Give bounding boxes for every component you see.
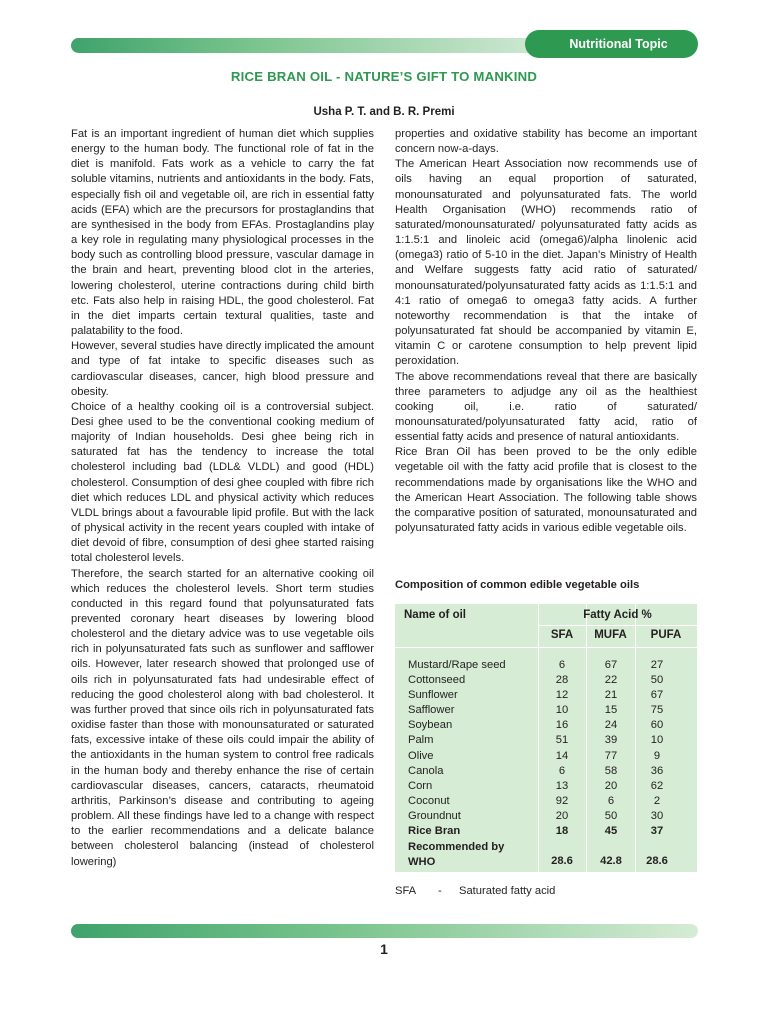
sfa-value: 20 [555, 809, 569, 822]
paragraph: Rice Bran Oil has been proved to be the only edible vegetable oil with the fatty acid profile that is closest to the recommendations made by organisations like the WHO and the American Heart Association. The following table shows the comparative position of saturated, monounsaturated and polyunsaturated fatty acids in various edible vegetable oils. [395, 446, 697, 535]
table-row [395, 780, 697, 795]
section-topic-label: Nutritional Topic [569, 37, 668, 51]
table-row [395, 689, 697, 704]
pufa-value: 67 [650, 689, 664, 702]
mufa-value: 77 [604, 749, 618, 762]
sfa-value: 12 [555, 689, 569, 702]
legend-text: Saturated fatty acid [459, 885, 556, 897]
sfa-value: 10 [555, 704, 569, 717]
paragraph: The above recommendations reveal that there are basically three parameters to adjudge any oil as the healthiest cooking oil, i.e. ratio of saturated/ monounsaturated/polyunsaturated fatty acid, ratio of essential fatty acids and presence of natural antioxidants. [395, 370, 697, 444]
mufa-value: 42.8 [600, 855, 622, 868]
oil-name: Sunflower [408, 689, 458, 702]
table-row [395, 719, 697, 734]
paragraph: However, several studies have directly implicated the amount and type of fat intake to specific diseases such as cardiovascular diseases, cancer, high blood pressure and obesity. [71, 340, 374, 398]
table-row [395, 750, 697, 765]
oil-name: Recommended by WHO [408, 841, 505, 869]
table-divider [538, 625, 697, 626]
mufa-value: 22 [604, 674, 618, 687]
pufa-value: 2 [653, 794, 661, 807]
sfa-value: 16 [555, 719, 569, 732]
pufa-value: 50 [650, 674, 664, 687]
mufa-value: 45 [604, 825, 618, 838]
table-row [395, 795, 697, 810]
header-green-bar [71, 38, 541, 53]
legend-abbr: SFA [395, 885, 417, 897]
table-row-rice-bran [395, 825, 697, 840]
footer-green-bar [71, 924, 698, 938]
left-column [71, 127, 374, 870]
table-row [395, 704, 697, 719]
pufa-value: 10 [650, 734, 664, 747]
mufa-value: 24 [604, 719, 618, 732]
table-row [395, 810, 697, 825]
table-divider [395, 647, 697, 648]
mufa-value: 50 [604, 809, 618, 822]
table-row [395, 674, 697, 689]
pufa-value: 62 [650, 779, 664, 792]
paragraph: Therefore, the search started for an alternative cooking oil which reduces the cholesterol levels. Short term studies conducted in this regard found that polyunsaturated fats prevented coronary heart diseases by lowering blood cholesterol and the dietary advice was to use vegetable oils rich in polyunsaturated fats such as sunflower and safflower oils. However, later research showed that prolonged use of oils rich in polyunsaturated fats had undesirable effect of reducing the good cholesterol along with bad cholesterol. It was further proved that since oils rich in polyunsaturated fats oxidise faster than those with monounsaturated or saturated fats, excessive intake of these oils could impair the ability of the antioxidants in the human system to control free radicals in the human body and thereby enhance the rise of certain cardiovascular diseases, cancers, cataracts, rheumatoid arthritis, Parkinson’s disease and contributing to ageing problem. All these findings have led to a change with respect to the earlier recommendations and a delicate balance between cholesterol balancing (instead of cholesterol lowering) [71, 567, 374, 868]
legend-dash: - [438, 885, 442, 897]
oil-name: Palm [408, 734, 434, 747]
mufa-value: 20 [604, 779, 618, 792]
oil-name: Rice Bran [408, 825, 461, 838]
table-header-name: Name of oil [404, 609, 466, 621]
table-caption: Composition of common edible vegetable oils [395, 579, 640, 591]
sfa-value: 28 [555, 674, 569, 687]
sfa-value: 18 [555, 825, 569, 838]
sfa-value: 14 [555, 749, 569, 762]
table-header-fatty-acid: Fatty Acid % [583, 609, 652, 621]
section-topic-badge [525, 30, 698, 58]
paragraph: The American Heart Association now recommends use of oils having an equal proportion of saturated, monounsaturated and polyunsaturated fats. The world Health Organisation (WHO) recommends ratio of saturated/monounsaturated/ polyunsaturated fatty acids as 1:1.5:1 and linoleic acid (omega6)/alpha linolenic acid (omega3) ratio of 5-10 in the diet. Japan’s Ministry of Health and Welfare suggests fatty acid ratio of saturated/ monounsaturated/polyunsaturated fatty acids as 1:1.5:1 and 4:1 ratio of omega6 to omega3 fatty acids. A further noteworthy recommendation is that the intake of polyunsaturated fat should be accompanied by vitamin E, vitamin C or carotene consumption to help prevent lipid peroxidation. [395, 158, 697, 368]
mufa-value: 15 [604, 704, 618, 717]
table-header-pufa: PUFA [650, 629, 682, 641]
pufa-value: 37 [650, 825, 664, 838]
sfa-value: 92 [555, 794, 569, 807]
pufa-value: 75 [650, 704, 664, 717]
pufa-value: 28.6 [646, 855, 668, 868]
sfa-value: 13 [555, 779, 569, 792]
table-header-mufa: MUFA [594, 629, 627, 641]
oil-name: Soybean [408, 719, 453, 732]
mufa-value: 58 [604, 764, 618, 777]
sfa-value: 28.6 [551, 855, 573, 868]
sfa-value: 6 [558, 659, 566, 671]
paragraph: Choice of a healthy cooking oil is a controversial subject. Desi ghee used to be the conventional cooking medium of majority of Indian households. Desi ghee being rich in saturated fat has the tendency to increase the total cholesterol including bad (LDL& VLDL) and good (HDL) cholesterol. Consumption of desi ghee coupled with fibre rich diet which reduces LDL and physical activity which reduces VLDL brings about a favourable lipid profile. But with the lack of physical activity in the recent years coupled with intake of diet devoid of fibre, consumption of desi ghee started raising total cholesterol levels. [71, 400, 374, 565]
pufa-value: 9 [653, 749, 661, 762]
sfa-value: 6 [558, 764, 566, 777]
mufa-value: 21 [604, 689, 618, 702]
table-row [395, 765, 697, 780]
mufa-value: 39 [604, 734, 618, 747]
oil-name: Corn [408, 779, 433, 792]
pufa-value: 27 [650, 659, 664, 671]
article-title: RICE BRAN OIL - NATURE’S GIFT TO MANKIND [230, 69, 538, 84]
table-row [395, 659, 697, 674]
oil-name: Cottonseed [408, 674, 466, 687]
oil-name: Canola [408, 764, 444, 777]
table-row [395, 734, 697, 749]
oil-name: Olive [408, 749, 434, 762]
table-row-who [395, 840, 697, 870]
sfa-value: 51 [555, 734, 569, 747]
oil-name: Coconut [408, 794, 450, 807]
mufa-value: 6 [607, 794, 615, 807]
pufa-value: 36 [650, 764, 664, 777]
oil-name: Safflower [408, 704, 455, 717]
paragraph: Fat is an important ingredient of human diet which supplies energy to the human body. The functional role of fat in the diet is manifold. Fats work as a vehicle to carry the fat soluble vitamins, nutrients and antioxidants in the body. Fats, especially fish oil and vegetable oil, are rich in essential fatty acids (EFA) which are the precursors for prostaglandins that are synthesised in the body from EFAs. Prostaglandins play a key role in regulating many physiological processes in the body such as controlling blood pressure, vascular damage in the brain and heart, preventing blood clot in the arteries, lowering cholesterol, uterine contractions during child birth etc. Fats also help in raising HDL, the good cholesterol. Fat in the diet imparts certain textural qualities, taste and palatability to the food. [71, 128, 374, 338]
pufa-value: 60 [650, 719, 664, 732]
article-authors: Usha P. T. and B. R. Premi [313, 106, 455, 118]
table-header-sfa: SFA [550, 629, 574, 641]
mufa-value: 67 [604, 659, 618, 671]
oil-name: Groundnut [408, 809, 461, 822]
right-column [395, 127, 697, 536]
oil-composition-table [395, 604, 697, 872]
table-body [395, 659, 697, 870]
oil-name: Mustard/Rape seed [408, 659, 506, 671]
paragraph: properties and oxidative stability has become an important concern now-a-days. [395, 128, 697, 156]
page-number: 1 [380, 941, 388, 957]
pufa-value: 30 [650, 809, 664, 822]
